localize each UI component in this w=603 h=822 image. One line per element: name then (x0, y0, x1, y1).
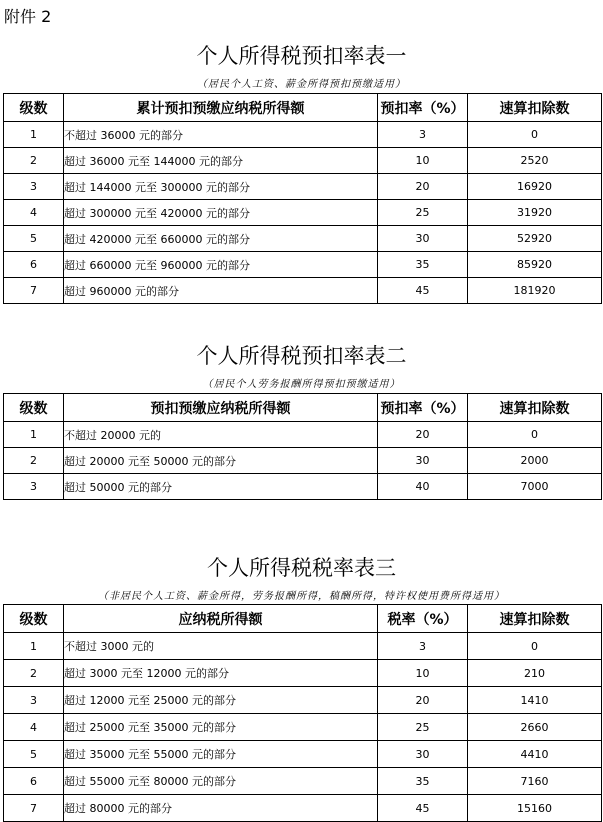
cell-rate: 3 (378, 122, 468, 148)
table-row (4, 174, 602, 200)
header-income: 累计预扣预缴应纳税所得额 (64, 94, 378, 122)
table-row (4, 122, 602, 148)
cell-income: 超过 35000 元至 55000 元的部分 (64, 741, 378, 768)
cell-rate: 25 (378, 200, 468, 226)
attachment-label: 附件 2 (4, 7, 52, 26)
table-row (4, 252, 602, 278)
cell-income: 超过 80000 元的部分 (64, 795, 378, 822)
cell-income: 超过 300000 元至 420000 元的部分 (64, 200, 378, 226)
cell-level: 6 (4, 768, 64, 795)
cell-deduction: 7160 (468, 768, 602, 795)
table-row (4, 278, 602, 304)
cell-income: 超过 420000 元至 660000 元的部分 (64, 226, 378, 252)
cell-deduction: 2660 (468, 714, 602, 741)
table-row (4, 633, 602, 660)
cell-income: 不超过 20000 元的 (64, 422, 378, 448)
cell-level: 2 (4, 660, 64, 687)
header-deduction: 速算扣除数 (468, 605, 602, 633)
table-1-title: 个人所得税预扣率表一 (196, 44, 407, 68)
table-header-row (4, 394, 602, 422)
cell-deduction: 1410 (468, 687, 602, 714)
cell-deduction: 52920 (468, 226, 602, 252)
cell-income: 超过 55000 元至 80000 元的部分 (64, 768, 378, 795)
header-deduction: 速算扣除数 (468, 94, 602, 122)
table-row (4, 741, 602, 768)
table-row (4, 474, 602, 500)
tax-table-3 (3, 604, 602, 822)
cell-level: 1 (4, 633, 64, 660)
cell-level: 7 (4, 795, 64, 822)
cell-level: 4 (4, 714, 64, 741)
cell-level: 3 (4, 687, 64, 714)
table-3-title: 个人所得税税率表三 (207, 556, 396, 580)
header-income: 预扣预缴应纳税所得额 (64, 394, 378, 422)
cell-income: 超过 36000 元至 144000 元的部分 (64, 148, 378, 174)
cell-deduction: 2000 (468, 448, 602, 474)
cell-deduction: 7000 (468, 474, 602, 500)
cell-income: 超过 660000 元至 960000 元的部分 (64, 252, 378, 278)
table-row (4, 660, 602, 687)
table-header-row (4, 605, 602, 633)
table-2-title: 个人所得税预扣率表二 (196, 344, 407, 368)
cell-level: 2 (4, 148, 64, 174)
cell-level: 5 (4, 741, 64, 768)
table-row (4, 768, 602, 795)
cell-rate: 35 (378, 252, 468, 278)
table-row (4, 422, 602, 448)
cell-rate: 25 (378, 714, 468, 741)
header-rate: 预扣率（%） (378, 94, 468, 122)
cell-level: 7 (4, 278, 64, 304)
cell-rate: 20 (378, 687, 468, 714)
cell-level: 4 (4, 200, 64, 226)
cell-deduction: 0 (468, 422, 602, 448)
cell-deduction: 85920 (468, 252, 602, 278)
cell-rate: 30 (378, 448, 468, 474)
cell-rate: 40 (378, 474, 468, 500)
cell-income: 不超过 3000 元的 (64, 633, 378, 660)
cell-income: 超过 20000 元至 50000 元的部分 (64, 448, 378, 474)
header-income: 应纳税所得额 (64, 605, 378, 633)
cell-level: 5 (4, 226, 64, 252)
cell-deduction: 2520 (468, 148, 602, 174)
cell-deduction: 15160 (468, 795, 602, 822)
cell-deduction: 0 (468, 122, 602, 148)
cell-rate: 3 (378, 633, 468, 660)
cell-income: 超过 50000 元的部分 (64, 474, 378, 500)
cell-deduction: 181920 (468, 278, 602, 304)
cell-level: 3 (4, 474, 64, 500)
table-2-subtitle: （居民个人劳务报酬所得预扣预缴适用） (202, 379, 401, 390)
cell-level: 1 (4, 422, 64, 448)
cell-level: 2 (4, 448, 64, 474)
cell-rate: 10 (378, 660, 468, 687)
cell-rate: 30 (378, 226, 468, 252)
tax-table-2 (3, 393, 602, 500)
table-row (4, 448, 602, 474)
cell-deduction: 16920 (468, 174, 602, 200)
header-rate: 预扣率（%） (378, 394, 468, 422)
header-level: 级数 (4, 94, 64, 122)
header-rate: 税率（%） (378, 605, 468, 633)
cell-income: 超过 960000 元的部分 (64, 278, 378, 304)
header-level: 级数 (4, 394, 64, 422)
cell-level: 3 (4, 174, 64, 200)
cell-income: 超过 144000 元至 300000 元的部分 (64, 174, 378, 200)
cell-income: 超过 3000 元至 12000 元的部分 (64, 660, 378, 687)
table-row (4, 687, 602, 714)
cell-rate: 35 (378, 768, 468, 795)
cell-deduction: 31920 (468, 200, 602, 226)
table-row (4, 226, 602, 252)
cell-deduction: 0 (468, 633, 602, 660)
cell-deduction: 4410 (468, 741, 602, 768)
cell-rate: 20 (378, 422, 468, 448)
cell-level: 1 (4, 122, 64, 148)
table-1-subtitle: （居民个人工资、薪金所得预扣预缴适用） (197, 79, 406, 90)
header-level: 级数 (4, 605, 64, 633)
table-row (4, 795, 602, 822)
table-3-subtitle: （非居民个人工资、薪金所得，劳务报酬所得，稿酬所得，特许权使用费所得适用） (98, 591, 505, 602)
cell-rate: 20 (378, 174, 468, 200)
cell-rate: 30 (378, 741, 468, 768)
cell-deduction: 210 (468, 660, 602, 687)
table-row (4, 148, 602, 174)
cell-rate: 45 (378, 795, 468, 822)
cell-income: 超过 12000 元至 25000 元的部分 (64, 687, 378, 714)
table-row (4, 200, 602, 226)
tax-table-1 (3, 93, 602, 304)
cell-income: 超过 25000 元至 35000 元的部分 (64, 714, 378, 741)
cell-level: 6 (4, 252, 64, 278)
table-header-row (4, 94, 602, 122)
cell-income: 不超过 36000 元的部分 (64, 122, 378, 148)
cell-rate: 45 (378, 278, 468, 304)
cell-rate: 10 (378, 148, 468, 174)
header-deduction: 速算扣除数 (468, 394, 602, 422)
table-row (4, 714, 602, 741)
